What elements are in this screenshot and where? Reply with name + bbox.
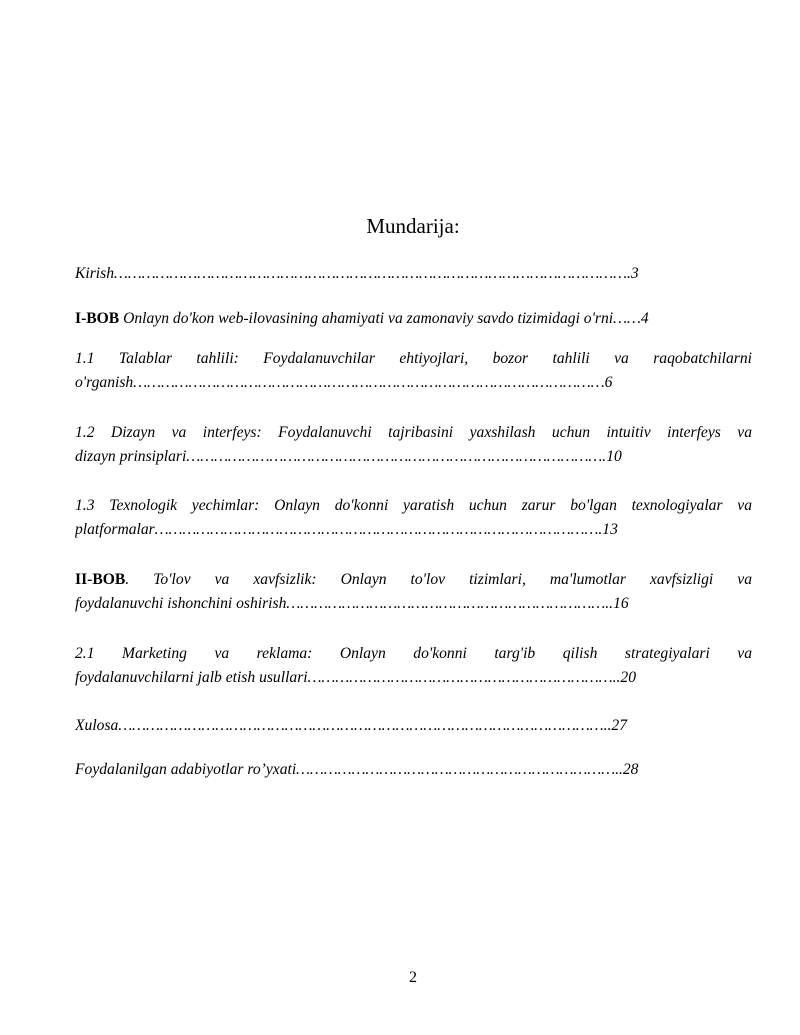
toc-entry-bob2 xyxy=(75,571,752,614)
toc-line xyxy=(75,310,752,329)
toc-line: Foydalanilgan adabiyotlar ro’yxati……………………………………………………………..28 xyxy=(75,761,639,778)
toc-line: dizayn prinsiplari……………………………………………………………………………….10 xyxy=(75,448,622,465)
toc-line: 1.3 Texnologik yechimlar: Onlayn do'konni yaratish uchun zarur bo'lgan texnologiyalar va xyxy=(75,497,752,514)
toc-entry-xulosa xyxy=(75,717,752,736)
chapter-label: I-BOB xyxy=(75,310,120,327)
toc-line: 1.1 Talablar tahlili: Foydalanuvchilar ehtiyojlari, bozor tahlili va raqobatchilarni xyxy=(75,350,752,367)
page-number: 2 xyxy=(409,969,417,986)
toc-entry-bob1 xyxy=(75,310,752,329)
toc-line: foydalanuvchi ishonchini oshirish……………………………………………………………..16 xyxy=(75,595,629,612)
toc-entry-1-2 xyxy=(75,424,752,467)
chapter-label: II-BOB xyxy=(75,571,126,588)
toc-line: foydalanuvchilarni jalb etish usullari…………………………………………………………..20 xyxy=(75,669,637,686)
toc-entry-2-1 xyxy=(75,645,752,688)
chapter-title: Onlayn do'kon web-ilovasining ahamiyati va zamonaviy savdo tizimidagi o'rni……4 xyxy=(119,310,649,327)
chapter-title: . To'lov va xavfsizlik: Onlayn to'lov tizimlari, ma'lumotlar xavfsizligi va xyxy=(125,571,752,588)
toc-line xyxy=(75,571,752,590)
toc-line: 2.1 Marketing va reklama: Onlayn do'konni targ'ib qilish strategiyalari va xyxy=(75,645,752,662)
toc-entry-adabiyotlar xyxy=(75,761,752,780)
toc-line: 1.2 Dizayn va interfeys: Foydalanuvchi tajribasini yaxshilash uchun intuitiv interfeys va xyxy=(75,424,752,441)
page-title: Mundarija: xyxy=(366,214,460,238)
toc-entry-1-3 xyxy=(75,497,752,540)
toc-line: platformalar…………………………………………………………………………………….13 xyxy=(75,521,618,538)
toc-line: o'rganish…………………………………………………………………………………………6 xyxy=(75,374,613,391)
toc-line: Kirish………………………………………………………………………………………………….3 xyxy=(75,265,639,282)
toc-entry-1-1 xyxy=(75,350,752,393)
toc-entry-kirish xyxy=(75,265,752,284)
toc-line: Xulosa……………………………………………………………………………………………..27 xyxy=(75,717,627,734)
